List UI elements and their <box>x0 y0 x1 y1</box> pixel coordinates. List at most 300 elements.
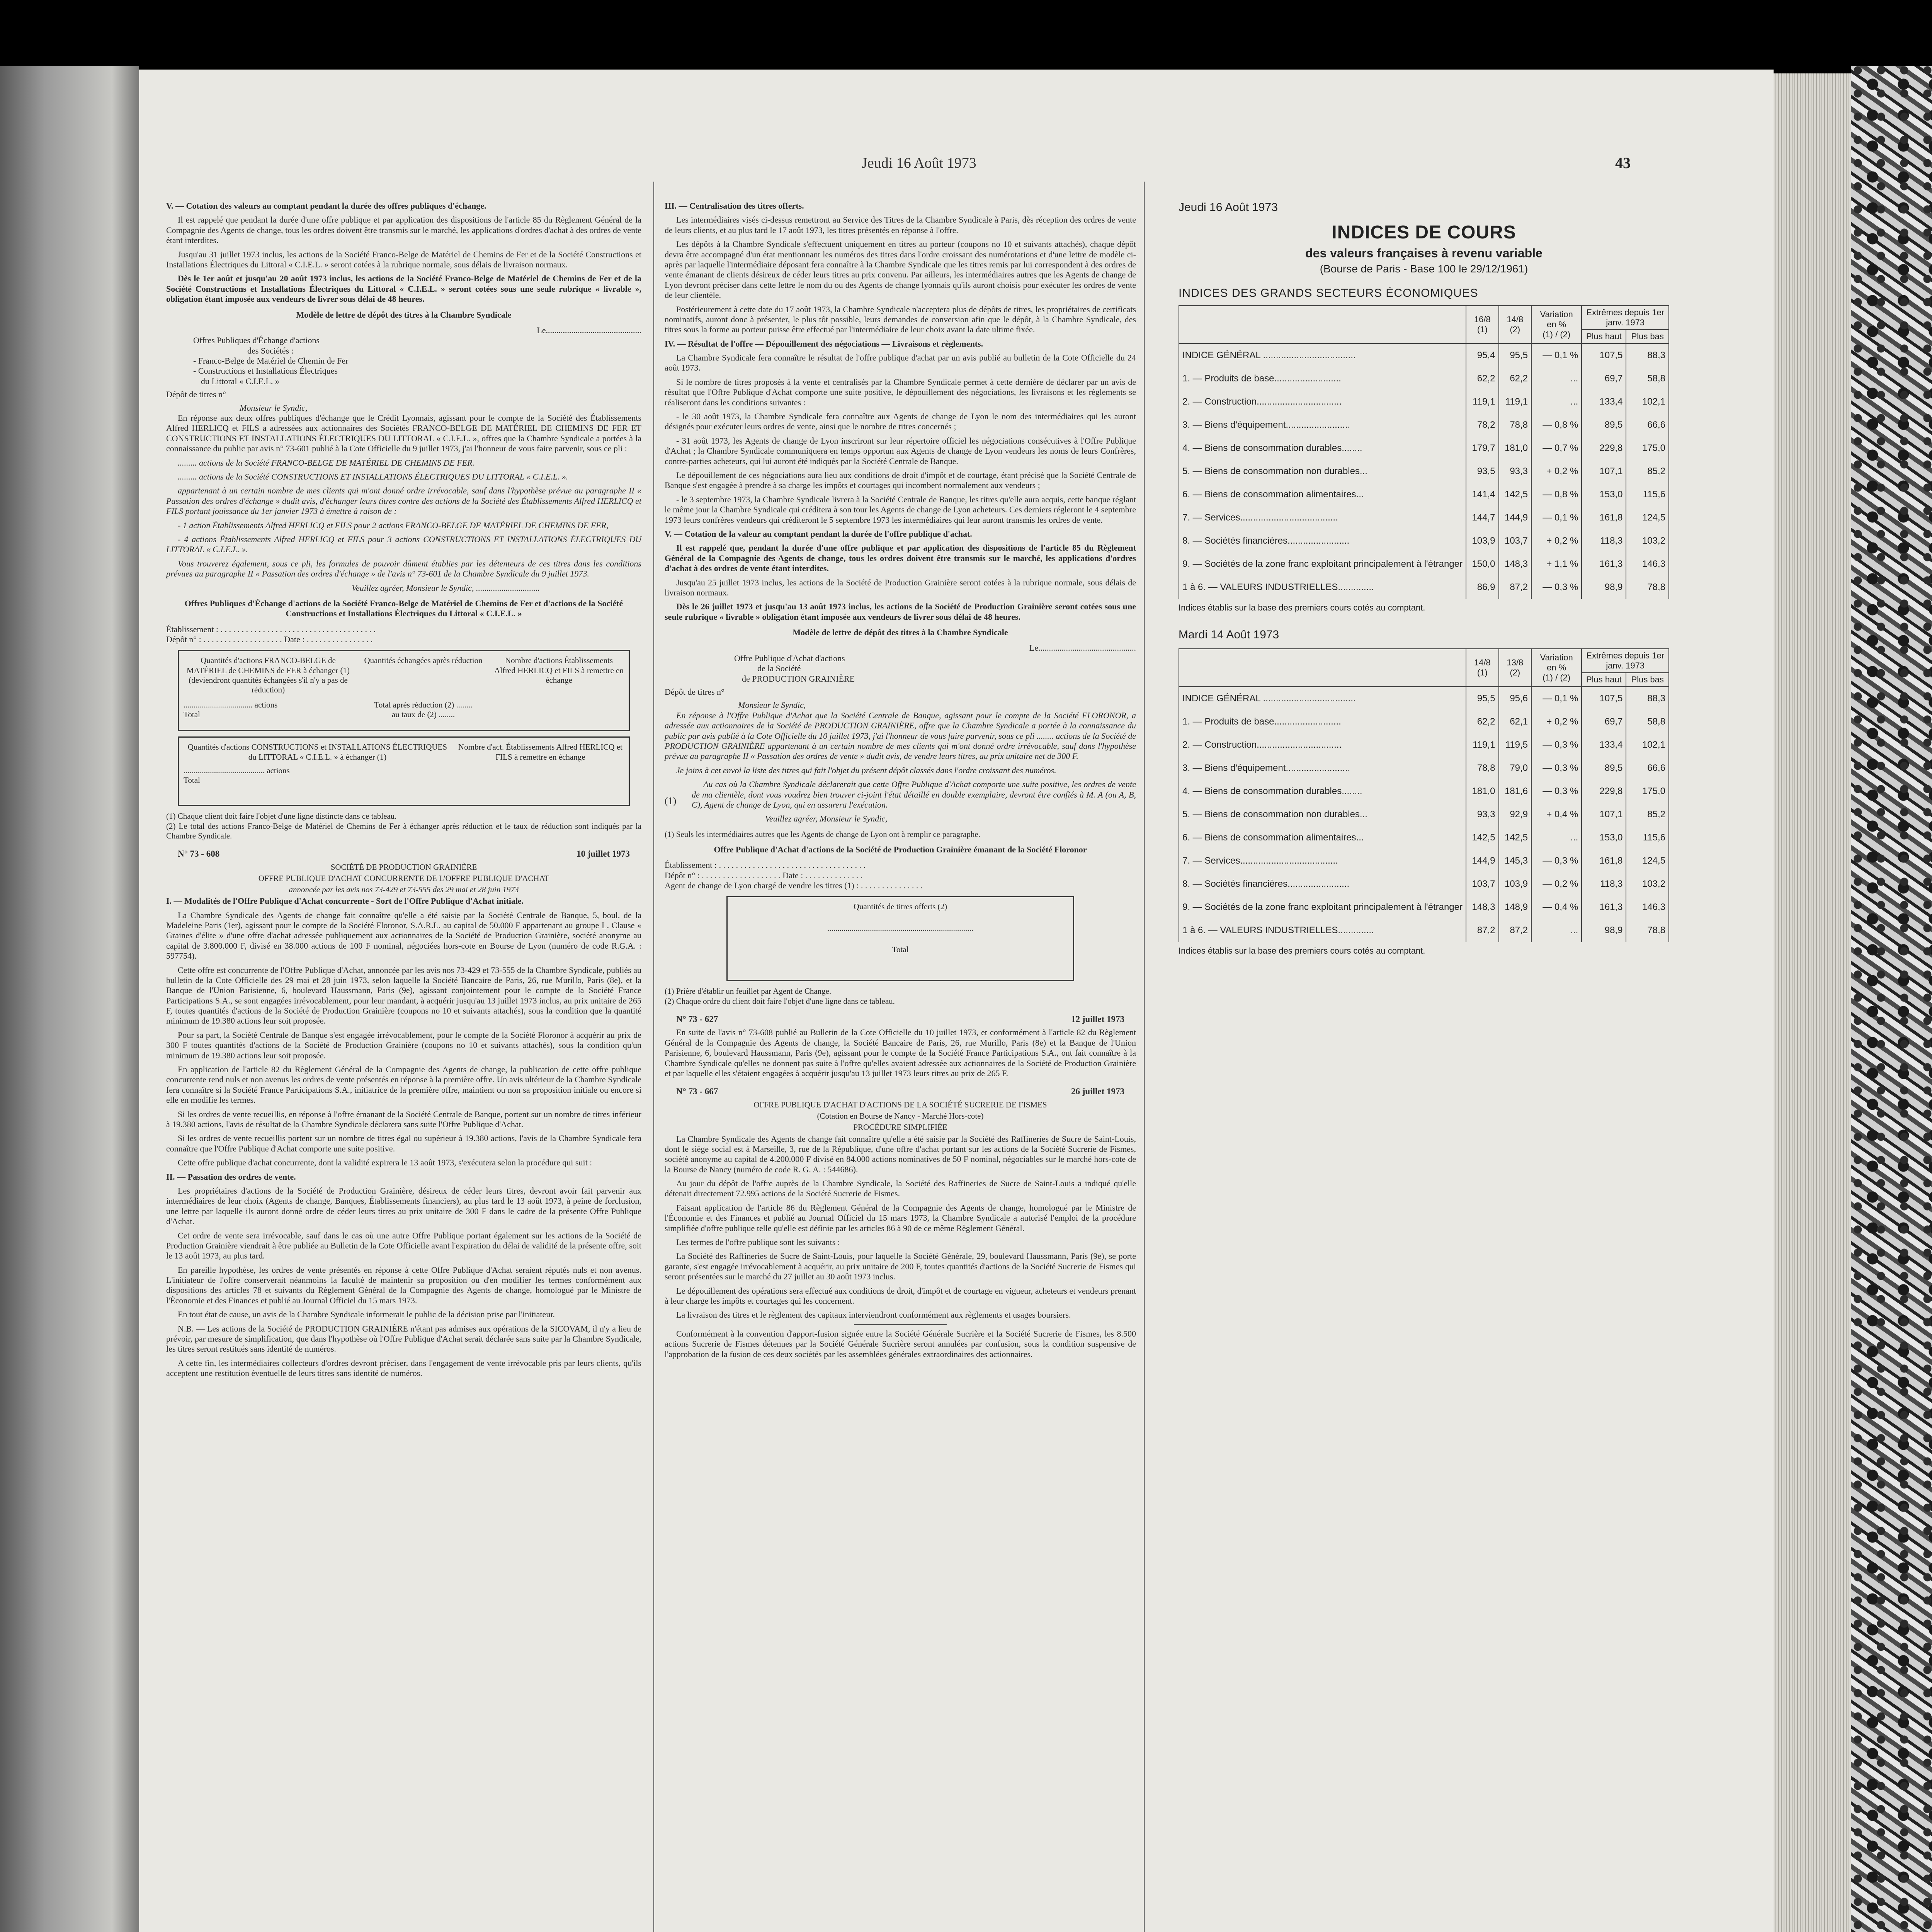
paragraph: Dès le 1er août et jusqu'au 20 août 1973 inclus, les actions de la Société Franco-Belge de Matériel de Chemins de Fer et de la Société Constructions et Installations Électriques du Littoral « C.I.E.L. » seront cotées sous une seule rubrique « livrable », obligation étant imposée aux vendeurs de livrer sous délai de 48 heures. <box>166 274 641 304</box>
letter-paragraph: - 1 action Établissements Alfred HERLICQ et FILS pour 2 actions FRANCO-BELGE DE MATÉRIEL DE CHEMINS DE FER, <box>178 520 609 530</box>
row-value: 87,2 <box>1466 919 1499 942</box>
paragraph: Pour sa part, la Société Centrale de Banque s'est engagée irrévocablement, pour le compte de la Société Floronor à acquérir au prix de 300 F toutes quantités d'actions de la Société de Production Grainière (coupons no 10 et suivants attachés), sous la condition qu'un minimum de 19.380 actions leur soit proposée. <box>166 1030 641 1060</box>
paragraph: Le dépouillement des opérations sera effectué aux conditions de droit, d'impôt et de courtage en vigueur, acheteurs et vendeurs prenant à leur charge les impôts et courtages qui les concernent. <box>665 1286 1136 1306</box>
row-label: 6. — Biens de consommation alimentaires... <box>1179 483 1466 506</box>
table-row <box>1179 506 1669 529</box>
paragraph: La Chambre Syndicale des Agents de change fait connaître qu'elle a été saisie par la Société Centrale de Banque, 5, boul. de la Madeleine Paris (1er), agissant pour le compte de la Société Floronor, S.A.R.L. au capital de 50.000 F appartenant au groupe L. Clause « Graines d'élite » d'une offre d'achat adressée publiquement aux actionnaires de la Société de Production Grainière, société anonyme au capital de 3.800.000 F, divisé en 38.000 actions de 100 F nominal, négociées hors-cote en Bourse de Lyon (numéro de code R.G.A. : 597754). <box>166 910 641 961</box>
row-value: 58,8 <box>1626 367 1669 390</box>
row-value: 107,1 <box>1582 803 1626 826</box>
notice-date: 26 juillet 1973 <box>1071 1087 1124 1097</box>
row-value: — 0,4 % <box>1531 896 1582 919</box>
table-row <box>1179 826 1669 849</box>
col-header-variation: Variation en % (1) / (2) <box>1531 649 1582 687</box>
indices-section: INDICES DES GRANDS SECTEURS ÉCONOMIQUES <box>1179 287 1478 299</box>
letter-paragraph: Je joins à cet envoi la liste des titres qui fait l'objet du présent dépôt classés dans l'ordre croissant des numéros. <box>676 765 1056 775</box>
row-value: ... <box>1531 919 1582 942</box>
row-value: 85,2 <box>1626 460 1669 483</box>
row-value: — 0,2 % <box>1531 872 1582 896</box>
row-label: 3. — Biens d'équipement......................... <box>1179 413 1466 437</box>
table-row <box>1179 687 1669 710</box>
row-value: 118,3 <box>1582 529 1626 553</box>
row-label: 7. — Services...................................... <box>1179 849 1466 872</box>
footnote: (1) Seuls les intermédiaires autres que les Agents de change de Lyon ont à remplir ce paragraphe. <box>665 829 980 839</box>
notice-number: N° 73 - 608 <box>178 849 220 859</box>
notice-date: 10 juillet 1973 <box>577 849 630 859</box>
row-value: 92,9 <box>1499 803 1532 826</box>
box-col-heading: Quantités échangées après réduction <box>364 656 483 665</box>
row-value: 103,2 <box>1626 872 1669 896</box>
table-row <box>1179 896 1669 919</box>
row-value: 103,2 <box>1626 529 1669 553</box>
bracket-note: (1) <box>665 795 677 807</box>
form-deposit: Dépôt n° : . . . . . . . . . . . . . . . . . . . Date : . . . . . . . . . . . . . . <box>665 870 863 880</box>
row-value: 107,5 <box>1582 344 1626 367</box>
offer-line: - Constructions et Installations Électriques <box>193 366 338 376</box>
row-value: 124,5 <box>1626 506 1669 529</box>
paragraph: N.B. — Les actions de la Société de PRODUCTION GRAINIÈRE n'étant pas admises aux opérations de la SICOVAM, il n'y a lieu de prévoir, par mesure de simplification, que dans l'hypothèse où l'Offre Publique d'Achat serait déclarée sans suite par la Chambre Syndicale, les titres seront restitués sans identité de numéros. <box>166 1323 641 1354</box>
paragraph: - le 3 septembre 1973, la Chambre Syndicale livrera à la Société Centrale de Banque, les titres qu'elle aura acquis, cette banque réglant le même jour la Chambre Syndicale qui créditera à son tour les Agents de change de Lyon acheteurs. Ces derniers régleront le 4 septembre 1973 leurs confrères vendeurs qui créditeront le 5 septembre 1973 les intermédiaires qui leur auront transmis les ordres de vente. <box>665 494 1136 525</box>
row-value: 124,5 <box>1626 849 1669 872</box>
paragraph: Le dépouillement de ces négociations aura lieu aux conditions de droit d'impôt et de courtage, étant précisé que la Société Centrale de Banque s'est engagée à prendre à sa charge les impôts et courtages qui incombent normalement aux vendeurs ; <box>665 470 1136 490</box>
row-value: 58,8 <box>1626 710 1669 733</box>
table-row <box>1179 803 1669 826</box>
form-title: Offre Publique d'Achat d'actions de la Société de Production Grainière émanant de la Société Floronor <box>714 844 1087 854</box>
col-header: 14/8 (2) <box>1499 306 1532 344</box>
form-establishment: Établissement : . . . . . . . . . . . . . . . . . . . . . . . . . . . . . . . . . . . . . <box>166 624 376 634</box>
notice-subtitle: OFFRE PUBLIQUE D'ACHAT D'ACTIONS DE LA SOCIÉTÉ SUCRERIE DE FISMES <box>753 1100 1047 1109</box>
col-header: Plus haut <box>1582 330 1626 344</box>
row-value: 146,3 <box>1626 896 1669 919</box>
row-label: 3. — Biens d'équipement......................... <box>1179 757 1466 780</box>
box-actions-line: ........................................ actions <box>184 765 290 775</box>
indices-title: INDICES DE COURS <box>1332 222 1516 243</box>
closing: Veuillez agréer, Monsieur le Syndic, <box>765 814 888 824</box>
row-value: 119,5 <box>1499 733 1532 757</box>
paragraph: La Chambre Syndicale des Agents de change fait connaître qu'elle a été saisie par la Société des Raffineries de Sucre de Saint-Louis, dont le siège social est à Marseille, 3, rue de la République, d'une offre d'achat portant sur les actions de la Société Sucrerie de Fismes, société anonyme au capital de 4.200.000 F divisé en 84.000 actions nominatives de 50 F nominal, négociables sur le marché hors-cote de la Bourse de Nancy (numéro de code R. G. A. : 544686). <box>665 1134 1136 1174</box>
paragraph: En application de l'article 82 du Règlement Général de la Compagnie des Agents de change, la publication de cette offre publique concurrente rend nuls et non avenus les ordres de vente présentés en réponse à la première offre. Un avis ultérieur de la Chambre Syndicale fera connaître si la Société France Participations S.A., initiatrice de la première offre, maintient ou non sa proposition initiale ou encore si elle en modifie les termes. <box>166 1065 641 1105</box>
row-value: 98,9 <box>1582 576 1626 599</box>
notice-date: 12 juillet 1973 <box>1071 1014 1124 1024</box>
notice-subtitle: annoncée par les avis nos 73-429 et 73-555 des 29 mai et 28 juin 1973 <box>289 884 519 894</box>
paragraph: La Société des Raffineries de Sucre de Saint-Louis, pour laquelle la Société Générale, 29, boulevard Haussmann, Paris (9e), se porte garante, s'est engagée irrévocablement à acquérir, au prix unitaire de 200 F, toutes quantités d'actions de la Société Sucrerie de Fismes qui seront présentées sur le marché du 27 juillet au 30 août 1973 inclus. <box>665 1251 1136 1282</box>
box-col-heading: Nombre d'act. Établissements Alfred HERLICQ et FILS à remettre en échange <box>458 742 622 762</box>
offer-line: des Sociétés : <box>247 345 294 355</box>
paragraph: En suite de l'avis n° 73-608 publié au Bulletin de la Cote Officielle du 10 juillet 1973, et conformément à l'article 82 du Règlement Général de la Compagnie des Agents de change, la Société Bancaire de Paris, 26, rue Murillo, Paris (8e) et la Banque de l'Union Parisienne, 6, boulevard Haussmann, Paris (9e), agissant pour le compte de la Société France Participations S.A., ont fait connaître à la Chambre Syndicale qu'elles ne donnent pas suite à l'offre qu'elles avaient adressée aux actionnaires de la Société de Production Grainière et par laquelle elles s'étaient engagées à acquérir jusqu'au 13 juillet 1973 leurs titres au prix de 265 F. <box>665 1027 1136 1078</box>
row-value: 98,9 <box>1582 919 1626 942</box>
table-row <box>1179 576 1669 599</box>
table-row <box>1179 483 1669 506</box>
row-value: 87,2 <box>1499 919 1532 942</box>
row-value: 62,1 <box>1499 710 1532 733</box>
row-value: — 0,3 % <box>1531 757 1582 780</box>
row-value: 95,5 <box>1499 344 1532 367</box>
row-label: 4. — Biens de consommation durables........ <box>1179 780 1466 803</box>
table-row <box>1179 872 1669 896</box>
row-label: 1. — Produits de base.......................... <box>1179 367 1466 390</box>
paragraph: Cette offre publique d'achat concurrente, dont la validité expirera le 13 août 1973, s'exécutera selon la procédure qui suit : <box>178 1158 592 1168</box>
row-value: 119,1 <box>1499 390 1532 413</box>
offer-line: Offres Publiques d'Échange d'actions <box>193 335 320 345</box>
box-total-after: Total après réduction (2) ........ <box>374 700 473 710</box>
footnote: (1) Chaque client doit faire l'objet d'une ligne distincte dans ce tableau. <box>166 811 397 821</box>
row-value: 93,3 <box>1499 460 1532 483</box>
model-title: Modèle de lettre de dépôt des titres à la Chambre Syndicale <box>296 310 512 320</box>
paragraph: Jusqu'au 25 juillet 1973 inclus, les actions de la Société de Production Grainière seront cotées à la rubrique normale, sous délais de livraison normaux. <box>665 577 1136 597</box>
form-agent: Agent de change de Lyon chargé de vendre les titres (1) : . . . . . . . . . . . . . . . <box>665 881 923 891</box>
paragraph: A cette fin, les intermédiaires collecteurs d'ordres devront préciser, dans l'engagement de vente irrévocable pris par leurs clients, qu'ils acceptent une restitution éventuelle de leurs titres sans identité de numéros. <box>166 1358 641 1378</box>
row-value: 93,3 <box>1466 803 1499 826</box>
row-value: — 0,3 % <box>1531 733 1582 757</box>
column-rule-1 <box>653 182 654 1932</box>
row-value: 78,2 <box>1466 413 1499 437</box>
col-header-extremes: Extrêmes depuis 1er janv. 1973 <box>1582 649 1669 673</box>
row-value: 118,3 <box>1582 872 1626 896</box>
table-row <box>1179 437 1669 460</box>
row-value: 103,7 <box>1466 872 1499 896</box>
letter-paragraph: - 4 actions Établissements Alfred HERLICQ et FILS pour 3 actions CONSTRUCTIONS ET INSTALLATIONS ÉLECTRIQUES DU LITTORAL « C.I.E.L. ». <box>166 534 641 554</box>
row-value: — 0,7 % <box>1531 437 1582 460</box>
letter-paragraph: Vous trouverez également, sous ce pli, les formules de pouvoir dûment établies par les détenteurs de ces titres dans les conditions prévues au paragraphe II « Passation des ordres d'échange » de l'avis n° 73-601 de la Chambre Syndicale du 9 juillet 1973. <box>166 558 641 579</box>
paragraph: - 31 août 1973, les Agents de change de Lyon inscriront sur leur répertoire officiel les négociations consécutives à l'Offre Publique d'Achat ; la Chambre Syndicale communiquera en temps opportun aux Agents de change de Lyon vendeurs les noms de leurs Confrères, contre-parties acheteurs, qui lui auront été indiqués par la Société Centrale de Banque. <box>665 435 1136 466</box>
exchange-box-2 <box>178 736 630 806</box>
row-value: 85,2 <box>1626 803 1669 826</box>
page-block-edges <box>1774 73 1851 1932</box>
column-2 <box>665 201 1136 1363</box>
paragraph: Postérieurement à cette date du 17 août 1973, la Chambre Syndicale n'acceptera plus de dépôts de titres, les propriétaires de certificats nominatifs, auront donc à présenter, le plus tôt possible, leurs demandes de conversion afin que le dépôt, à la Chambre Syndicale, des titres sous la forme au porteur puisse être effectué par l'intermédiaire de leur choix avant la date ultime fixée. <box>665 304 1136 335</box>
table-row <box>1179 344 1669 367</box>
row-value: 78,8 <box>1499 413 1532 437</box>
row-value: 229,8 <box>1582 437 1626 460</box>
footnote: (1) Prière d'établir un feuillet par Agent de Change. <box>665 986 832 996</box>
row-value: 95,6 <box>1499 687 1532 710</box>
table-row <box>1179 919 1669 942</box>
row-value: 229,8 <box>1582 780 1626 803</box>
book-gutter <box>112 66 139 1932</box>
letter-paragraph: En réponse à l'Offre Publique d'Achat que la Société Centrale de Banque, agissant pour le compte de la Société FLORONOR, a adressée aux actionnaires de la Société de PRODUCTION GRAINIÈRE, offre que la Chambre Syndicale a portée à la connaissance du public par avis publié à la Cote Officielle du 10 juillet 1973, j'ai l'honneur de vous faire parvenir, sous ce pli ........ actions de la Société de PRODUCTION GRAINIÈRE appartenant à un certain nombre de mes clients qui m'ont donné ordre irrévocable, sauf dans l'hypothèse prévue au paragraphe II « Passation des ordres de vente » dudit avis, de vendre leurs titres, au prix unitaire net de 300 F. <box>665 710 1136 761</box>
row-value: 119,1 <box>1466 390 1499 413</box>
row-label: 9. — Sociétés de la zone franc exploitant principalement à l'étranger <box>1179 896 1466 919</box>
table-row <box>1179 780 1669 803</box>
notice-header <box>676 1086 1124 1097</box>
row-value: 87,2 <box>1499 576 1532 599</box>
running-head: Jeudi 16 Août 1973 <box>862 155 976 171</box>
letter-paragraph: appartenant à un certain nombre de mes clients qui m'ont donné ordre irrévocable, sauf dans l'hypothèse prévue au paragraphe II « Passation des ordres d'échange » dudit avis, d'échanger leurs titres contre des actions de la Société des Établissements Alfred HERLICQ et FILS portant jouissance du 1er janvier 1973 à émettre à raison de : <box>166 486 641 516</box>
row-value: + 0,2 % <box>1531 529 1582 553</box>
row-value: 103,9 <box>1466 529 1499 553</box>
row-value: 133,4 <box>1582 390 1626 413</box>
column-rule-2 <box>1144 182 1145 1932</box>
row-value: 175,0 <box>1626 780 1669 803</box>
row-value: + 0,2 % <box>1531 460 1582 483</box>
table-row <box>1179 710 1669 733</box>
col-header: Plus haut <box>1582 673 1626 687</box>
row-value: 150,0 <box>1466 553 1499 576</box>
paragraph: - le 30 août 1973, la Chambre Syndicale fera connaître aux Agents de change de Lyon le nom des intermédiaires qui les auront désignés pour exécuter leurs ordres de vente, ainsi que le nombre de titres concernés ; <box>665 412 1136 432</box>
row-value: + 0,2 % <box>1531 710 1582 733</box>
exchange-box-1 <box>178 650 630 731</box>
row-value: + 0,4 % <box>1531 803 1582 826</box>
box-heading: Quantités de titres offerts (2) <box>853 902 947 912</box>
row-value: 142,5 <box>1499 483 1532 506</box>
page-number: 43 <box>1615 154 1631 172</box>
footnote: (2) Le total des actions Franco-Belge de Matériel de Chemins de Fer à échanger après réduction et le taux de réduction sont indiqués par la Chambre Syndicale. <box>166 821 641 840</box>
row-value: 175,0 <box>1626 437 1669 460</box>
notice-header <box>178 849 630 859</box>
row-value: 102,1 <box>1626 390 1669 413</box>
deposit-line: Dépôt de titres n° <box>665 687 724 697</box>
section-heading: V. — Cotation des valeurs au comptant pendant la durée des offres publiques d'échange. <box>166 201 486 211</box>
paragraph: En tout état de cause, un avis de la Chambre Syndicale informerait le public de la décision prise par l'initiateur. <box>178 1310 555 1320</box>
table-row <box>1179 553 1669 576</box>
row-value: 86,9 <box>1466 576 1499 599</box>
row-value: 93,5 <box>1466 460 1499 483</box>
letter-paragraph: ......... actions de la Société FRANCO-BELGE DE MATÉRIEL DE CHEMINS DE FER. <box>178 457 475 468</box>
form-establishment: Établissement : . . . . . . . . . . . . . . . . . . . . . . . . . . . . . . . . . . . <box>665 860 866 870</box>
row-value: 79,0 <box>1499 757 1532 780</box>
offer-line: du Littoral « C.I.E.L. » <box>201 376 279 386</box>
paragraph: Il est rappelé que pendant la durée d'une offre publique et par application des dispositions de l'article 85 du Règlement Général de la Compagnie des Agents de change, tous les ordres doivent être transmis sur le marché, les applications d'ordres d'achat à des ordres de vente étant interdites. <box>166 215 641 245</box>
col-header-variation: Variation en % (1) / (2) <box>1531 306 1582 344</box>
table-row <box>1179 460 1669 483</box>
table-row <box>1179 413 1669 437</box>
row-value: — 0,1 % <box>1531 506 1582 529</box>
row-value: 66,6 <box>1626 757 1669 780</box>
row-label: 2. — Construction................................. <box>1179 733 1466 757</box>
row-value: 145,3 <box>1499 849 1532 872</box>
paragraph: La Chambre Syndicale fera connaître le résultat de l'offre publique d'achat par un avis publié au bulletin de la Cote Officielle du 24 août 1973. <box>665 353 1136 373</box>
row-label: INDICE GÉNÉRAL .................................... <box>1179 687 1466 710</box>
col-header: 13/8 (2) <box>1499 649 1532 687</box>
offer-line: de PRODUCTION GRAINIÈRE <box>742 673 855 684</box>
section-heading: V. — Cotation de la valeur au comptant pendant la durée de l'offre publique d'achat. <box>665 529 972 539</box>
box-col-heading: Nombre d'actions Établissements Alfred HERLICQ et FILS à remettre en échange <box>494 656 624 685</box>
paragraph: Si les ordres de vente recueillis, en réponse à l'offre émanant de la Société Centrale de Banque, portent sur un nombre de titres inférieur à 19.380 actions, l'avis de résultat de la Chambre Syndicale déclarera sans suite l'Offre Publique d'Achat. <box>166 1109 641 1129</box>
row-value: 89,5 <box>1582 413 1626 437</box>
indices-date-2: Mardi 14 Août 1973 <box>1179 628 1279 641</box>
box-actions-line: .................................. actions <box>184 700 278 710</box>
row-value: 115,6 <box>1626 483 1669 506</box>
paragraph: Les termes de l'offre publique sont les suivants : <box>676 1237 840 1247</box>
row-value: 161,3 <box>1582 896 1626 919</box>
row-value: 133,4 <box>1582 733 1626 757</box>
row-value: 142,5 <box>1466 826 1499 849</box>
indices-note: Indices établis sur la base des premiers cours cotés au comptant. <box>1179 946 1425 956</box>
indices-table-16-aug <box>1179 305 1669 599</box>
salutation: Monsieur le Syndic, <box>738 700 806 710</box>
row-value: 181,0 <box>1466 780 1499 803</box>
box-total: Total <box>184 776 200 785</box>
row-value: 78,8 <box>1626 576 1669 599</box>
offer-line: de la Société <box>757 663 801 673</box>
indices-base: (Bourse de Paris - Base 100 le 29/12/1961) <box>1320 263 1528 275</box>
section-heading: III. — Centralisation des titres offerts. <box>665 201 804 211</box>
closing: Veuillez agréer, Monsieur le Syndic, .............................. <box>352 583 540 593</box>
row-value: — 0,8 % <box>1531 413 1582 437</box>
row-value: 146,3 <box>1626 553 1669 576</box>
paragraph: Il est rappelé que, pendant la durée d'une offre publique et par application des dispositions de l'article 85 du Règlement Général de la Compagnie des Agents de change, tous les ordres doivent être transmis sur le marché, les applications d'ordres d'achat à des ordres de vente étant interdites. <box>665 543 1136 573</box>
row-value: — 0,3 % <box>1531 780 1582 803</box>
paragraph: La livraison des titres et le règlement des capitaux interviendront conformément aux règlements et usages boursiers. <box>676 1310 1071 1320</box>
row-value: 181,0 <box>1499 437 1532 460</box>
section-heading: I. — Modalités de l'Offre Publique d'Achat concurrente - Sort de l'Offre Publique d'Achat initiale. <box>166 896 524 906</box>
date-line: Le............................................. <box>537 325 641 335</box>
row-label: 6. — Biens de consommation alimentaires... <box>1179 826 1466 849</box>
paragraph: Si les ordres de vente recueillis portent sur un nombre de titres égal ou supérieur à 19.380 actions, l'avis de la Chambre Syndicale fera connaître que l'Offre Publique d'Achat comporte une suite positive. <box>166 1133 641 1153</box>
table-row <box>1179 367 1669 390</box>
paragraph: Au jour du dépôt de l'offre auprès de la Chambre Syndicale, la Société des Raffineries de Sucre de Saint-Louis a indiqué qu'elle détenait directement 72.995 actions de la Société Sucrerie de Fismes. <box>665 1179 1136 1199</box>
row-value: 88,3 <box>1626 687 1669 710</box>
row-value: — 0,1 % <box>1531 344 1582 367</box>
row-value: 115,6 <box>1626 826 1669 849</box>
paragraph: Dès le 26 juillet 1973 et jusqu'au 13 août 1973 inclus, les actions de la Société de Production Grainière seront cotées sous une seule rubrique « livrable » obligation étant imposée aux vendeurs de livrer sous délai de 48 heures. <box>665 602 1136 622</box>
row-value: 179,7 <box>1466 437 1499 460</box>
section-heading: IV. — Résultat de l'offre — Dépouillement des négociations — Livraisons et règlements. <box>665 338 983 349</box>
paragraph: Les dépôts à la Chambre Syndicale s'effectuent uniquement en titres au porteur (coupons no 10 et suivants attachés), chaque dépôt devra être accompagné d'un état mentionnant les numéros des titres dans l'ordre croissant des numérotations et d'une lettre de modèle ci-après par laquelle l'intermédiaire déposant fera connaître à la Chambre Syndicale que les titres remis par lui correspondent à des ordres de vente émanant de clients désireux de céder leurs titres au prix convenu. Par ailleurs, les intermédiaires autres que les Agents de change de Lyon devront préciser dans cette lettre le nom du ou des Agents de change lyonnais qu'ils auront choisis pour exécuter les ordres de vente de leur clientèle. <box>665 239 1136 300</box>
col-header-extremes: Extrêmes depuis 1er janv. 1973 <box>1582 306 1669 330</box>
row-value: 95,4 <box>1466 344 1499 367</box>
indices-column <box>1179 201 1669 971</box>
row-value: 107,1 <box>1582 460 1626 483</box>
quantity-box <box>726 896 1074 981</box>
paragraph: Jusqu'au 31 juillet 1973 inclus, les actions de la Société Franco-Belge de Matériel de Chemins de Fer et de la Société Constructions et Installations Électriques du Littoral « C.I.E.L. » seront cotées à la rubrique normale, sous délais de livraison normaux. <box>166 249 641 269</box>
col-header: 16/8 (1) <box>1466 306 1499 344</box>
paragraph: Cet ordre de vente sera irrévocable, sauf dans le cas où une autre Offre Publique portant également sur les actions de la Société de Production Grainière viendrait à être publiée au Bulletin de la Cote Officielle avant l'expiration du délai de validité de la présente offre, soit le 13 août 1973, au plus tard. <box>166 1230 641 1261</box>
paragraph: Cette offre est concurrente de l'Offre Publique d'Achat, annoncée par les avis nos 73-429 et 73-555 de la Chambre Syndicale, publiés au bulletin de la Cote Officielle des 29 mai et 28 juin 1973, selon laquelle la Société Bancaire de Paris, 26, rue Murillo, Paris (8e), et la Banque de l'Union Parisienne, 6, boulevard Haussmann, Paris (9e), agissant conjointement pour le compte de la Société France Participations S.A., se sont engagées irrévocablement, pour leur mandant, à acquérir jusqu'au 13 juillet 1973 inclus, au prix unitaire de 265 F, toutes quantités d'actions de la Société de Production Grainière (coupons no 10 et suivants attachés), sous la condition que la quantité minimum de 19.380 actions leur soit proposée. <box>166 965 641 1026</box>
row-value: 148,9 <box>1499 896 1532 919</box>
row-value: — 0,3 % <box>1531 576 1582 599</box>
row-label: 1 à 6. — VALEURS INDUSTRIELLES.............. <box>1179 576 1466 599</box>
row-value: 89,5 <box>1582 757 1626 780</box>
row-value: 62,2 <box>1466 367 1499 390</box>
row-value: 141,4 <box>1466 483 1499 506</box>
letter-paragraph: En réponse aux deux offres publiques d'échange que le Crédit Lyonnais, agissant pour le compte de la Société des Établissements Alfred HERLICQ et FILS a adressées aux actionnaires des Sociétés FRANCO-BELGE DE MATÉRIEL DE CHEMINS DE FER ET CONSTRUCTIONS ET INSTALLATIONS ÉLECTRIQUES DU LITTORAL « C.I.E.L. », offres que la Chambre Syndicale a portées à la connaissance du public par avis n° 73-601 publié à la Cote Officielle du 9 juillet 1973, j'ai l'honneur de vous faire parvenir, sous ce pli : <box>166 413 641 454</box>
box-col-heading: Quantités d'actions CONSTRUCTIONS et INSTALLATIONS ÉLECTRIQUES du LITTORAL « C.I.E.L. » à échanger (1) <box>187 742 447 762</box>
row-value: 62,2 <box>1499 367 1532 390</box>
row-label: 1. — Produits de base.......................... <box>1179 710 1466 733</box>
row-value: 107,5 <box>1582 687 1626 710</box>
table-row <box>1179 757 1669 780</box>
offer-line: Offre Publique d'Achat d'actions <box>734 653 845 663</box>
paragraph: Si le nombre de titres proposés à la vente et centralisés par la Chambre Syndicale permet à cette dernière de déclarer par un avis de résultat que l'Offre Publique d'Achat comporte une suite positive, le dépouillement des négociations, les livraisons et les règlements se réaliseront dans les conditions suivantes : <box>665 377 1136 407</box>
row-value: 88,3 <box>1626 344 1669 367</box>
indices-subtitle: des valeurs françaises à revenu variable <box>1305 246 1543 260</box>
notice-subtitle: PROCÉDURE SIMPLIFIÉE <box>853 1122 947 1132</box>
notice-subtitle: (Cotation en Bourse de Nancy - Marché Hors-cote) <box>817 1111 984 1121</box>
row-value: 78,8 <box>1626 919 1669 942</box>
form-deposit: Dépôt n° : . . . . . . . . . . . . . . . . . . . Date : . . . . . . . . . . . . . . . . <box>166 634 373 645</box>
row-value: ... <box>1531 367 1582 390</box>
box-dots: ........................................................................ <box>827 923 973 933</box>
notice-subtitle: SOCIÉTÉ DE PRODUCTION GRAINIÈRE <box>330 862 477 872</box>
row-value: 153,0 <box>1582 826 1626 849</box>
separator <box>854 1324 947 1325</box>
col-header: Plus bas <box>1626 330 1669 344</box>
row-value: 161,8 <box>1582 849 1626 872</box>
paragraph: Conformément à la convention d'apport-fusion signée entre la Société Générale Sucrière et la Société Sucrerie de Fismes, les 8.500 actions Sucrerie de Fismes détenues par la Société Générale Sucrière seront annulées par confusion, sous la condition suspensive de l'approbation de la fusion de ces deux sociétés par les assemblées générales extraordinaires des actionnaires. <box>665 1328 1136 1359</box>
notice-number: N° 73 - 627 <box>676 1014 718 1024</box>
row-value: 144,9 <box>1466 849 1499 872</box>
row-label: 4. — Biens de consommation durables........ <box>1179 437 1466 460</box>
paragraph: En pareille hypothèse, les ordres de vente présentés en réponse à cette Offre Publique d'Achat seraient réputés nuls et non avenus. L'initiateur de l'offre conserverait néanmoins la faculté de maintenir sa proposition ou d'en modifier les termes conformément aux dispositions des articles 78 et suivants du Règlement Général de la Compagnie des Agents de change, homologué par le Ministre de l'Économie et des Finances et publié au Journal Officiel du 15 mars 1973. <box>166 1265 641 1305</box>
row-value: — 0,8 % <box>1531 483 1582 506</box>
paragraph: Les intermédiaires visés ci-dessus remettront au Service des Titres de la Chambre Syndicale à Paris, dès réception des ordres de vente de leurs clients, et au plus tard le 17 août 1973, les titres présentés en réponse à l'offre. <box>665 215 1136 235</box>
row-label: 1 à 6. — VALEURS INDUSTRIELLES.............. <box>1179 919 1466 942</box>
box-col-heading: Quantités d'actions FRANCO-BELGE de MATÉRIEL de CHEMINS de FER à échanger (1) (deviendront quantités échangées s'il n'y a pas de réduction) <box>187 656 350 695</box>
row-value: 103,9 <box>1499 872 1532 896</box>
row-value: + 1,1 % <box>1531 553 1582 576</box>
row-value: 144,7 <box>1466 506 1499 529</box>
form-title: Offres Publiques d'Échange d'actions de la Société Franco-Belge de Matériel de Chemins de Fer et d'actions de la Société Constructions et Installations Électriques du Littoral « C.I.E.L. » <box>184 598 623 619</box>
paragraph: Les propriétaires d'actions de la Société de Production Grainière, désireux de céder leurs titres, devront avoir fait parvenir aux intermédiaires de leur choix (Agents de change, Banques, Établissements financiers), au plus tard le 13 août 1973, à peine de forclusion, une lettre par laquelle ils auront donné ordre de céder leurs titres au prix unitaire de 300 F dans le cadre de la présente Offre Publique d'Achat. <box>166 1185 641 1226</box>
row-value: 148,3 <box>1499 553 1532 576</box>
row-value: 66,6 <box>1626 413 1669 437</box>
row-value: 102,1 <box>1626 733 1669 757</box>
table-row <box>1179 390 1669 413</box>
row-value: — 0,3 % <box>1531 849 1582 872</box>
notice-header <box>676 1014 1124 1025</box>
row-value: 69,7 <box>1582 367 1626 390</box>
box-total: Total <box>892 944 909 954</box>
box-rate: au taux de (2) ........ <box>391 710 455 719</box>
row-value: 148,3 <box>1466 896 1499 919</box>
row-value: 119,1 <box>1466 733 1499 757</box>
notice-subtitle: OFFRE PUBLIQUE D'ACHAT CONCURRENTE DE L'OFFRE PUBLIQUE D'ACHAT <box>258 873 549 883</box>
row-value: — 0,1 % <box>1531 687 1582 710</box>
row-label: 8. — Sociétés financières........................ <box>1179 872 1466 896</box>
row-label: 8. — Sociétés financières........................ <box>1179 529 1466 553</box>
row-value: 95,5 <box>1466 687 1499 710</box>
section-heading: II. — Passation des ordres de vente. <box>166 1172 296 1182</box>
offer-line: - Franco-Belge de Matériel de Chemin de Fer <box>193 356 349 366</box>
row-value: 161,3 <box>1582 553 1626 576</box>
date-line: Le.............................................. <box>1029 643 1136 653</box>
row-value: ... <box>1531 826 1582 849</box>
row-value: 69,7 <box>1582 710 1626 733</box>
footnote: (2) Chaque ordre du client doit faire l'objet d'une ligne dans ce tableau. <box>665 996 895 1006</box>
box-total: Total <box>184 710 200 719</box>
letter-paragraph: Au cas où la Chambre Syndicale déclarerait que cette Offre Publique d'Achat comporte une suite positive, les ordres de vente de ma clientèle, dont vous voudrez bien trouver ci-joint l'état détaillé en double exemplaire, devront être confiés à M. A (ou A, B, C), Agent de change de Lyon, qui en assurera l'exécution. <box>692 779 1136 810</box>
indices-table-14-aug <box>1179 648 1669 942</box>
row-label: 5. — Biens de consommation non durables... <box>1179 460 1466 483</box>
model-title: Modèle de lettre de dépôt des titres à la Chambre Syndicale <box>793 628 1008 638</box>
indices-date: Jeudi 16 Août 1973 <box>1179 201 1278 214</box>
row-value: 78,8 <box>1466 757 1499 780</box>
row-value: 181,6 <box>1499 780 1532 803</box>
indices-note: Indices établis sur la base des premiers cours cotés au comptant. <box>1179 603 1425 612</box>
letter-paragraph: ......... actions de la Société CONSTRUCTIONS ET INSTALLATIONS ÉLECTRIQUES DU LITTORAL « C.I.E.L. ». <box>178 471 568 481</box>
row-label: 5. — Biens de consommation non durables... <box>1179 803 1466 826</box>
row-value: 144,9 <box>1499 506 1532 529</box>
col-header: 14/8 (1) <box>1466 649 1499 687</box>
column-1 <box>166 201 641 1383</box>
paragraph: Faisant application de l'article 86 du Règlement Général de la Compagnie des Agents de change, homologué par le Ministre de l'Économie et des Finances et publié au Journal Officiel du 15 mars 1973, la Chambre Syndicale a autorisé l'emploi de la procédure simplifiée d'offre publique telle qu'elle est définie par les articles 86 à 90 de ce même Règlement Général. <box>665 1202 1136 1233</box>
row-value: 153,0 <box>1582 483 1626 506</box>
row-value: 161,8 <box>1582 506 1626 529</box>
marbled-book-edge <box>1851 66 1932 1932</box>
row-label: 7. — Services...................................... <box>1179 506 1466 529</box>
notice-number: N° 73 - 667 <box>676 1087 718 1097</box>
row-value: 142,5 <box>1499 826 1532 849</box>
row-value: 62,2 <box>1466 710 1499 733</box>
row-value: 103,7 <box>1499 529 1532 553</box>
col-header: Plus bas <box>1626 673 1669 687</box>
salutation: Monsieur le Syndic, <box>240 403 308 413</box>
row-label: INDICE GÉNÉRAL .................................... <box>1179 344 1466 367</box>
table-row <box>1179 529 1669 553</box>
table-row <box>1179 733 1669 757</box>
row-value: ... <box>1531 390 1582 413</box>
row-label: 2. — Construction................................. <box>1179 390 1466 413</box>
